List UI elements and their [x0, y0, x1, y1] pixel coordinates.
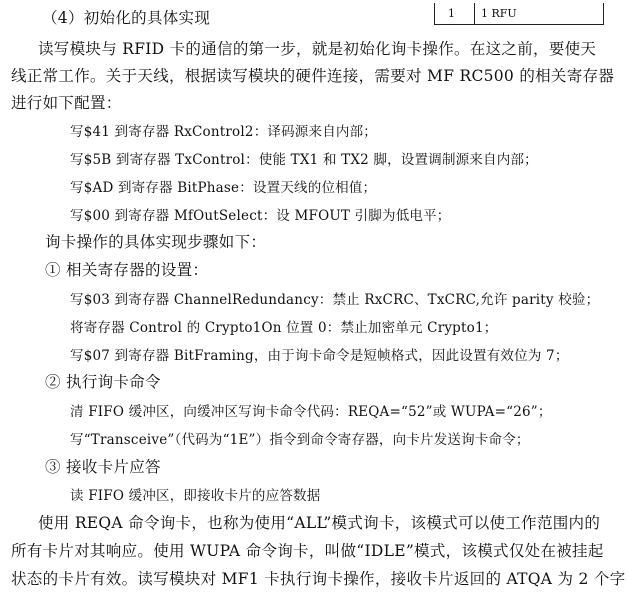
- intro-line-2: 线正常工作。关于天线，根据读写模块的硬件连接，需要对 MF RC500 的相关寄存器: [11, 67, 615, 85]
- step1-line-3: 写$07 到寄存器 BitFraming，由于询卡命令是短帧格式，因此设置有效位为 7；: [70, 348, 569, 364]
- table-fragment: [434, 3, 604, 25]
- config-line-3: 写$AD 到寄存器 BitPhase：设置天线的位相值；: [70, 180, 377, 196]
- config-line-4: 写$00 到寄存器 MfOutSelect：设 MFOUT 引脚为低电平；: [70, 208, 451, 224]
- closing-line-2: 所有卡片对其响应。使用 WUPA 命令询卡，叫做“IDLE”模式，该模式仅处在被挂起: [11, 542, 604, 560]
- step3-title: ③ 接收卡片应答: [45, 458, 161, 476]
- step2-title: ② 执行询卡命令: [45, 373, 161, 391]
- closing-line-1: 使用 REQA 命令询卡，也称为使用“ALL”模式询卡，该模式可以使工作范围内的: [38, 514, 601, 532]
- intro-line-3: 进行如下配置：: [11, 94, 122, 112]
- section-heading: （4）初始化的具体实现: [42, 9, 211, 27]
- step1-line-2: 将寄存器 Control 的 Crypto1On 位置 0：禁止加密单元 Crypto1；: [70, 320, 498, 336]
- step2-line-1: 清 FIFO 缓冲区，向缓冲区写询卡命令代码：REQA=“52”或 WUPA=“26”；: [70, 404, 552, 420]
- step1-line-1: 写$03 到寄存器 ChannelRedundancy：禁止 RxCRC、TxCRC,允许 parity 校验；: [70, 292, 600, 308]
- steps-intro: 询卡操作的具体实现步骤如下：: [45, 233, 267, 251]
- step2-line-2: 写“Transceive”（代码为“1E”）指令到命令寄存器，向卡片发送询卡命令；: [70, 432, 530, 448]
- table-cell-index: 1: [435, 3, 475, 24]
- table-cell-rfu: 1 RFU: [481, 7, 517, 20]
- closing-line-3: 状态的卡片有效。读写模块对 MF1 卡执行询卡操作，接收卡片返回的 ATQA 为 2 个字: [11, 570, 626, 588]
- config-line-1: 写$41 到寄存器 RxControl2：译码源来自内部；: [70, 124, 377, 140]
- step3-line-1: 读 FIFO 缓冲区，即接收卡片的应答数据: [70, 488, 321, 504]
- config-line-2: 写$5B 到寄存器 TxControl：使能 TX1 和 TX2 脚，设置调制源来自内部；: [70, 152, 538, 168]
- intro-line-1: 读写模块与 RFID 卡的通信的第一步，就是初始化询卡操作。在这之前，要使天: [38, 40, 597, 58]
- step1-title: ① 相关寄存器的设置：: [45, 261, 209, 279]
